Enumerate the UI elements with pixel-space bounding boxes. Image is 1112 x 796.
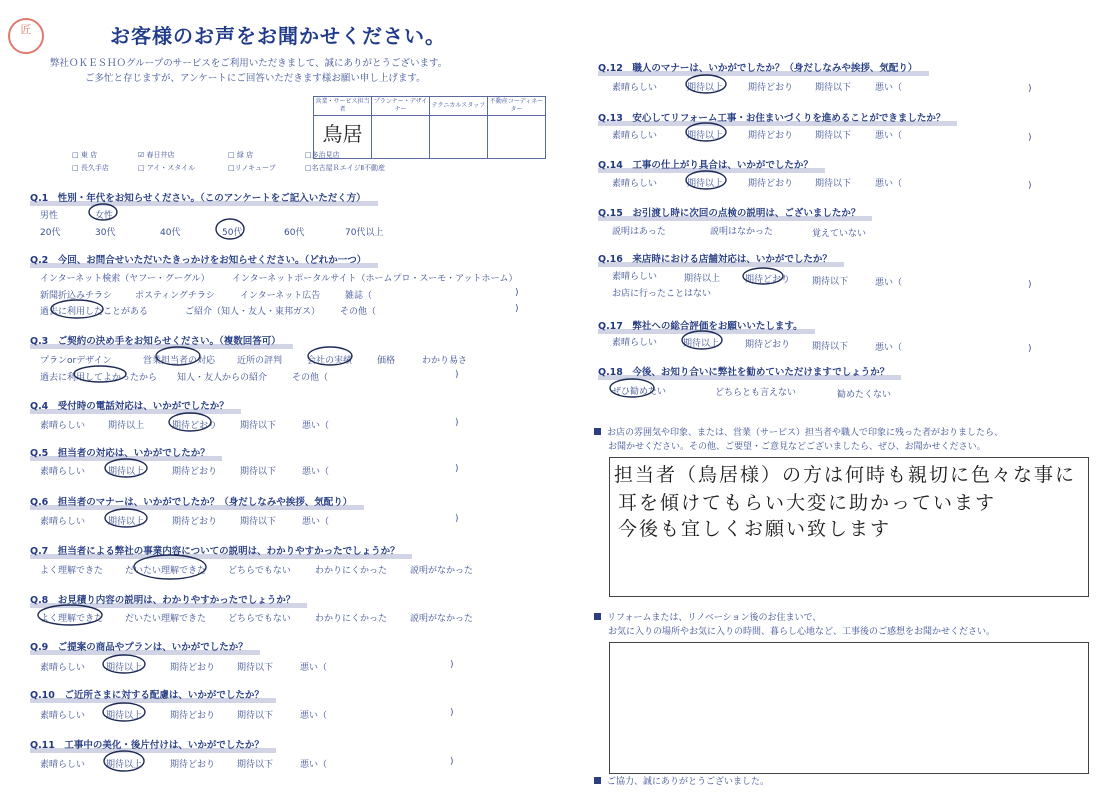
comment-prompt-2: リフォームまたは、リノベーション後のお住まいで、 bbox=[594, 611, 821, 625]
handwritten-line-2: 耳を傾けてもらい大変に助かっています bbox=[618, 492, 997, 514]
question-12: Q.12 職人のマナーは、いかがでしたか？（身だしなみや挨拶、気配り） bbox=[598, 60, 917, 74]
option[interactable]: 期待以下 bbox=[240, 467, 277, 477]
option[interactable]: わかり易さ bbox=[422, 356, 468, 366]
option[interactable]: 期待以下 bbox=[237, 663, 274, 673]
option[interactable]: 悪い（ bbox=[875, 179, 903, 189]
option[interactable]: 期待以上 bbox=[687, 83, 724, 93]
option[interactable]: 期待どおり bbox=[172, 421, 218, 431]
option[interactable]: インターネットポータルサイト（ホームプロ・スーモ・アットホーム） bbox=[232, 274, 518, 284]
option[interactable]: 悪い（ bbox=[302, 467, 330, 477]
question-13: Q.13 安心してリフォーム工事・お住まいづくりを進めることができましたか？ bbox=[598, 110, 945, 124]
option[interactable]: わかりにくかった bbox=[315, 614, 388, 624]
option[interactable]: 素晴らしい bbox=[40, 711, 86, 721]
option: ) bbox=[450, 708, 454, 718]
option: ) bbox=[1028, 84, 1032, 94]
option[interactable]: ぜひ勧めたい bbox=[612, 387, 667, 397]
option[interactable]: 素晴らしい bbox=[612, 272, 658, 282]
question-7: Q.7 担当者による弊社の事業内容についての説明は、わかりやすかったでしょうか？ bbox=[30, 543, 400, 557]
option[interactable]: 期待以下 bbox=[240, 421, 277, 431]
option[interactable]: 期待どおり bbox=[170, 711, 216, 721]
option[interactable]: 素晴らしい bbox=[40, 467, 86, 477]
question-18: Q.18 今後、お知り合いに弊社を勧めていただけますでしょうか？ bbox=[598, 364, 889, 378]
option[interactable]: プランorデザイン bbox=[40, 356, 112, 366]
question-16: Q.16 来店時における店舗対応は、いかがでしたか？ bbox=[598, 251, 832, 265]
option: ) bbox=[450, 660, 454, 670]
option[interactable]: 知人・友人からの紹介 bbox=[177, 373, 268, 383]
option[interactable]: その他（ bbox=[340, 307, 377, 317]
option[interactable]: 20代 bbox=[40, 228, 61, 238]
staff-cell-planner[interactable] bbox=[372, 116, 430, 159]
question-6: Q.6 担当者のマナーは、いかがでしたか？（身だしなみや挨拶、気配り） bbox=[30, 494, 352, 508]
question-2: Q.2 今回、お問合せいただいたきっかけをお知らせください。（どれか一つ） bbox=[30, 252, 366, 266]
option: ) bbox=[455, 464, 459, 474]
option[interactable]: 説明がなかった bbox=[410, 566, 474, 576]
option[interactable]: インターネット広告 bbox=[240, 291, 321, 301]
store-option[interactable]: □ 長久手店 bbox=[72, 164, 109, 172]
option: ) bbox=[1028, 133, 1032, 143]
option[interactable]: 期待どおり bbox=[748, 83, 794, 93]
option[interactable]: 素晴らしい bbox=[612, 338, 658, 348]
option[interactable]: 期待以上 bbox=[106, 760, 143, 770]
option[interactable]: 素晴らしい bbox=[612, 179, 658, 189]
store-option[interactable]: □多治見店 bbox=[305, 151, 340, 159]
comment-box-1[interactable] bbox=[609, 457, 1089, 597]
option[interactable]: 素晴らしい bbox=[40, 517, 86, 527]
staff-header-realestate: 不動産コーディネーター bbox=[488, 97, 546, 116]
option[interactable]: 説明はあった bbox=[612, 227, 666, 237]
option[interactable]: 期待以上 bbox=[683, 339, 720, 349]
option[interactable]: 会社の実績 bbox=[307, 356, 353, 366]
option[interactable]: お店に行ったことはない bbox=[612, 289, 712, 299]
question-9: Q.9 ご提案の商品やプランは、いかがでしたか？ bbox=[30, 639, 248, 653]
store-option[interactable]: □ 東 店 bbox=[72, 151, 98, 159]
staff-header-sales: 営業・サービス担当者 bbox=[314, 97, 372, 116]
option[interactable]: 期待どおり bbox=[745, 340, 791, 350]
question-15: Q.15 お引渡し時に次回の点検の説明は、ございましたか？ bbox=[598, 205, 860, 219]
handwritten-line-1: 担当者（鳥居様）の方は何時も親切に色々な事に bbox=[614, 464, 1077, 486]
intro-line-2: ご多忙と存じますが、アンケートにご回答いただきます様お願い申し上げます。 bbox=[85, 73, 426, 84]
option[interactable]: 期待以下 bbox=[237, 711, 274, 721]
option[interactable]: 期待以上 bbox=[687, 179, 724, 189]
bullet-square-icon bbox=[594, 777, 601, 784]
option[interactable]: 期待どおり bbox=[172, 517, 218, 527]
option[interactable]: よく理解できた bbox=[40, 566, 104, 576]
option: ) bbox=[515, 288, 519, 298]
option[interactable]: 期待どおり bbox=[745, 275, 791, 285]
option[interactable]: 勧めたくない bbox=[837, 390, 892, 400]
option: ) bbox=[450, 757, 454, 767]
option[interactable]: その他（ bbox=[292, 373, 329, 383]
option[interactable]: 素晴らしい bbox=[612, 131, 658, 141]
option[interactable]: よく理解できた bbox=[40, 614, 104, 624]
question-10: Q.10 ご近所さまに対する配慮は、いかがでしたか？ bbox=[30, 687, 264, 701]
option[interactable]: 期待以下 bbox=[815, 83, 852, 93]
option[interactable]: どちらでもない bbox=[228, 566, 291, 576]
option[interactable]: 素晴らしい bbox=[40, 663, 86, 673]
option[interactable]: 女性 bbox=[95, 211, 114, 221]
option[interactable]: 期待どおり bbox=[170, 760, 216, 770]
option[interactable]: 期待以上 bbox=[108, 421, 145, 431]
option[interactable]: だいたい理解できた bbox=[125, 614, 207, 624]
staff-header-planner: プランナー・デザイナー bbox=[372, 97, 430, 116]
question-8: Q.8 お見積り内容の説明は、わかりやすかったでしょうか？ bbox=[30, 592, 295, 606]
option[interactable]: わかりにくかった bbox=[315, 566, 388, 576]
staff-header-tech: テクニカルスタッフ bbox=[430, 97, 488, 116]
option[interactable]: 期待以上 bbox=[108, 517, 145, 527]
bullet-square-icon bbox=[594, 428, 601, 435]
option[interactable]: 期待以上 bbox=[684, 274, 721, 284]
option[interactable]: 説明はなかった bbox=[710, 227, 774, 237]
option[interactable]: 素晴らしい bbox=[40, 760, 86, 770]
option[interactable]: 悪い（ bbox=[875, 83, 903, 93]
option[interactable]: 期待どおり bbox=[748, 179, 794, 189]
option[interactable]: 悪い（ bbox=[875, 131, 903, 141]
option[interactable]: 新聞折込みチラシ bbox=[40, 291, 113, 301]
bullet-square-icon bbox=[594, 613, 601, 620]
footer-thanks: ご協力、誠にありがとうございました。 bbox=[594, 775, 769, 789]
option[interactable]: 期待以上 bbox=[106, 711, 143, 721]
option[interactable]: 70代以上 bbox=[345, 228, 384, 238]
store-option[interactable]: □ アイ・スタイル bbox=[138, 164, 196, 172]
intro-line-1: 弊社ＯＫＥＳＨＯグループのサービスをご利用いただきまして、誠にありがとうございます。 bbox=[50, 58, 448, 69]
option[interactable]: 期待以下 bbox=[812, 277, 849, 287]
option[interactable]: インターネット検索（ヤフー・グーグル） bbox=[40, 274, 210, 284]
staff-name: 鳥居 bbox=[322, 122, 363, 146]
question-17: Q.17 弊社への総合評価をお願いいたします。 bbox=[598, 318, 803, 332]
comment-prompt-1b: お聞かせください。その他、ご要望・ご意見などございましたら、ぜひ、お聞かせください。 bbox=[608, 442, 986, 452]
staff-cell-tech[interactable] bbox=[430, 116, 488, 159]
option[interactable]: 期待以下 bbox=[237, 760, 274, 770]
option[interactable]: 60代 bbox=[284, 228, 305, 238]
question-3: Q.3 ご契約の決め手をお知らせください。（複数回答可） bbox=[30, 333, 281, 347]
option[interactable]: ご紹介（知人・友人・東邦ガス） bbox=[185, 307, 321, 317]
handwritten-line-3: 今後も宜しくお願い致します bbox=[618, 518, 892, 540]
option[interactable]: 素晴らしい bbox=[40, 421, 86, 431]
option[interactable]: 悪い（ bbox=[300, 760, 328, 770]
option[interactable]: 近所の評判 bbox=[237, 356, 283, 366]
question-14: Q.14 工事の仕上がり具合は、いかがでしたか？ bbox=[598, 157, 813, 171]
option[interactable]: 価格 bbox=[377, 356, 396, 366]
option[interactable]: 期待どおり bbox=[170, 663, 216, 673]
option[interactable]: 悪い（ bbox=[302, 517, 330, 527]
option[interactable]: どちらでもない bbox=[228, 614, 291, 624]
question-1: Q.1 性別・年代をお知らせください。（このアンケートをご記入いただく方） bbox=[30, 190, 366, 204]
option[interactable]: 過去に利用してよかったから bbox=[40, 373, 158, 383]
page-title: お客様のお声をお聞かせください。 bbox=[110, 24, 446, 48]
question-5: Q.5 担当者の対応は、いかがでしたか？ bbox=[30, 445, 210, 459]
store-option[interactable]: □リノキューブ bbox=[228, 164, 276, 172]
option[interactable]: 期待以上 bbox=[687, 131, 724, 141]
option[interactable]: 営業担当者の対応 bbox=[143, 356, 216, 366]
option[interactable]: 男性 bbox=[40, 211, 59, 221]
store-option[interactable]: □名古屋ＲエイジⅡ不動産 bbox=[305, 164, 386, 172]
option: ) bbox=[1028, 344, 1032, 354]
option[interactable]: 40代 bbox=[160, 228, 181, 238]
staff-cell-realestate[interactable] bbox=[488, 116, 546, 159]
option: ) bbox=[515, 304, 519, 314]
option: ) bbox=[455, 514, 459, 524]
option[interactable]: 悪い（ bbox=[300, 663, 328, 673]
option[interactable]: 期待以下 bbox=[812, 342, 849, 352]
option[interactable]: 期待以下 bbox=[240, 517, 277, 527]
comment-prompt-1: お店の雰囲気や印象、または、営業（サービス）担当者や職人で印象に残った者がおりましたら、 bbox=[594, 426, 1003, 440]
option: ) bbox=[455, 418, 459, 428]
option[interactable]: どちらとも言えない bbox=[715, 388, 797, 398]
option[interactable]: 雑誌（ bbox=[345, 291, 373, 301]
option[interactable]: 悪い（ bbox=[300, 711, 328, 721]
option[interactable]: だいたい理解できた bbox=[125, 566, 207, 576]
question-11: Q.11 工事中の美化・後片付けは、いかがでしたか？ bbox=[30, 737, 264, 751]
company-seal-stamp: 匠 bbox=[8, 18, 44, 54]
option[interactable]: 50代 bbox=[222, 228, 243, 238]
option[interactable]: ポスティングチラシ bbox=[135, 291, 215, 301]
option[interactable]: 期待どおり bbox=[748, 131, 794, 141]
question-4: Q.4 受付時の電話対応は、いかがでしたか？ bbox=[30, 398, 229, 412]
option[interactable]: 期待以上 bbox=[106, 663, 143, 673]
option[interactable]: 期待以上 bbox=[108, 467, 145, 477]
comment-box-2[interactable] bbox=[609, 642, 1089, 774]
option[interactable]: 期待以下 bbox=[815, 179, 852, 189]
store-option[interactable]: □ 緑 店 bbox=[228, 151, 254, 159]
staff-table bbox=[313, 96, 546, 159]
option[interactable]: 説明がなかった bbox=[410, 614, 474, 624]
option[interactable]: 期待以下 bbox=[815, 131, 852, 141]
option[interactable]: 30代 bbox=[95, 228, 116, 238]
option[interactable]: 期待どおり bbox=[172, 467, 218, 477]
option: ) bbox=[1028, 280, 1032, 290]
comment-prompt-2b: お気に入りの場所やお気に入りの時間、暮らし心地など、工事後のご感想をお聞かせください。 bbox=[608, 627, 996, 637]
option[interactable]: 悪い（ bbox=[302, 421, 330, 431]
option[interactable]: 悪い（ bbox=[875, 343, 903, 353]
option: ) bbox=[1028, 181, 1032, 191]
option[interactable]: 悪い（ bbox=[875, 278, 903, 288]
store-option[interactable]: ☑ 春日井店 bbox=[138, 151, 175, 159]
option: ) bbox=[455, 370, 459, 380]
option[interactable]: 過去に利用したことがある bbox=[40, 307, 149, 317]
option[interactable]: 素晴らしい bbox=[612, 83, 658, 93]
option[interactable]: 覚えていない bbox=[812, 229, 867, 239]
